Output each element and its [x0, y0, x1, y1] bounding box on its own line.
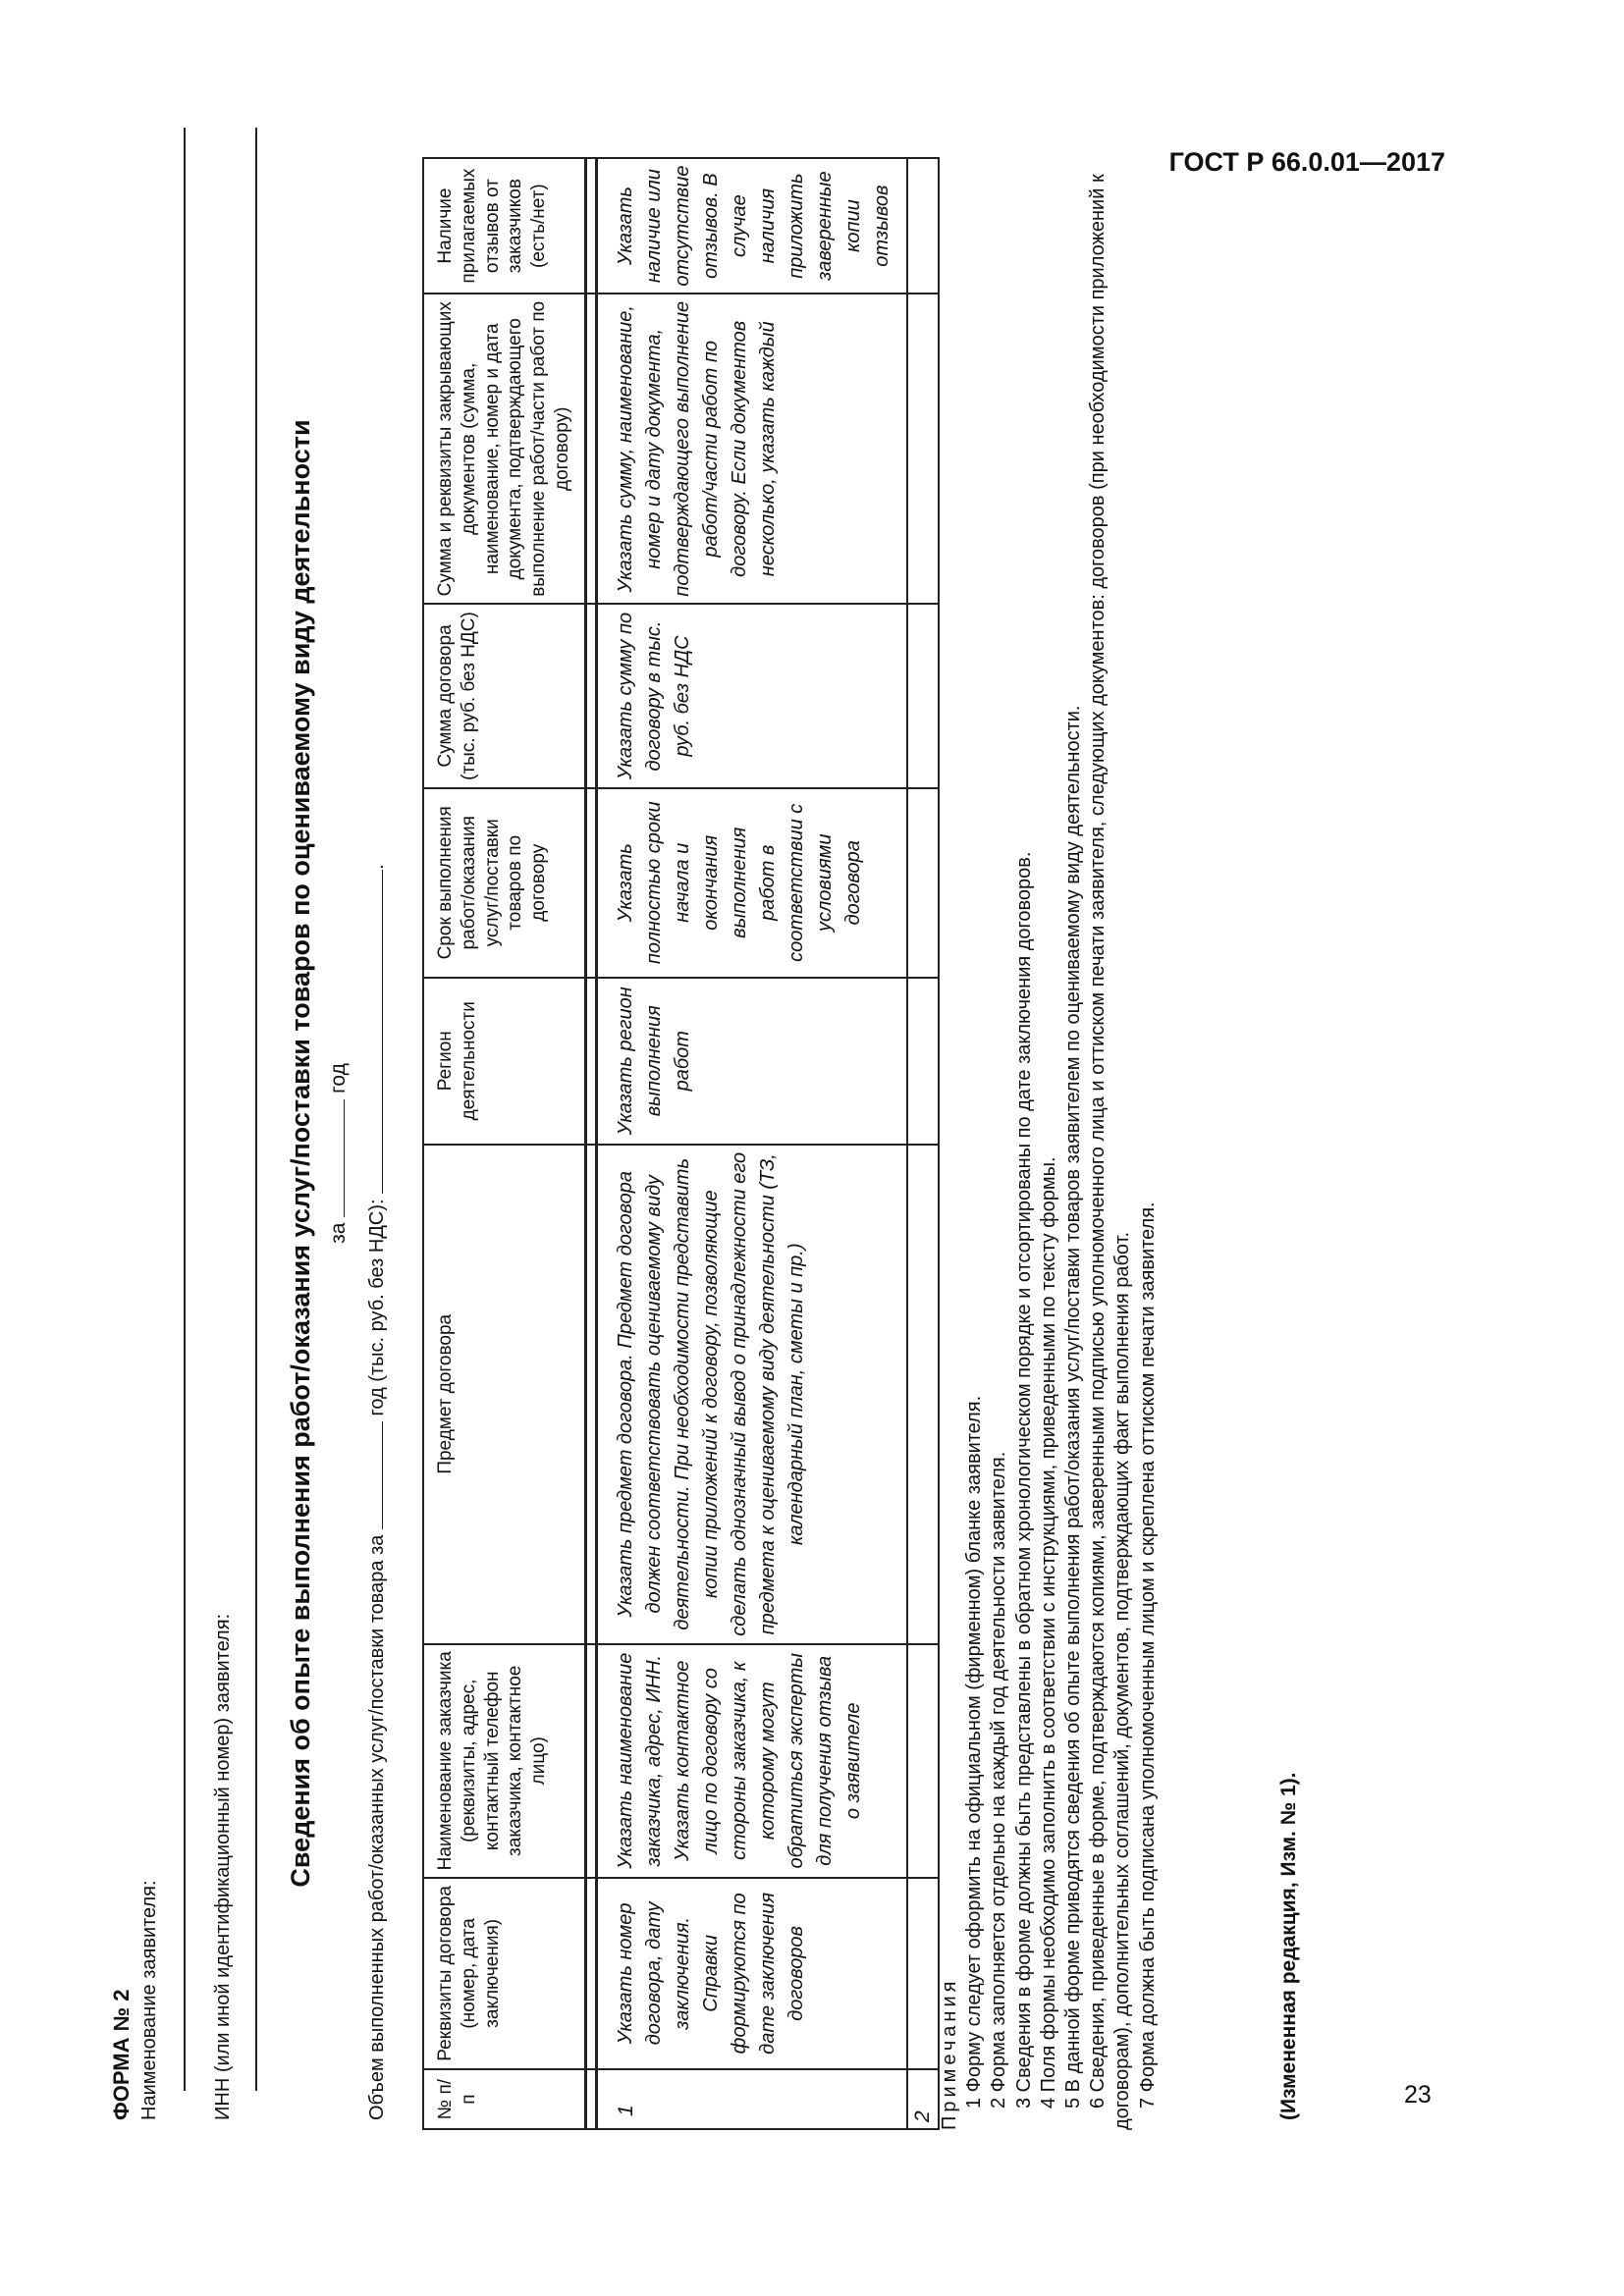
- col-header-term: Срок выполнения работ/оказания услуг/поставки товаров по договору: [423, 788, 585, 978]
- col-header-number: № п/п: [423, 2069, 585, 2129]
- table-cell[interactable]: [907, 1644, 939, 1878]
- table-cell[interactable]: [907, 604, 939, 787]
- year-field[interactable]: [344, 1099, 345, 1217]
- table-cell[interactable]: Указать наименование заказчика, адрес, ИНН. Указать контактное лицо по договору со стороны заказчика, к которому могут обратиться эксперты для получения отзыва о заявителе: [596, 1644, 907, 1878]
- inn-label: ИНН (или иной идентификационный номер) заявителя:: [212, 1613, 234, 2120]
- applicant-name-field[interactable]: [184, 128, 186, 2091]
- table-header-row: [423, 158, 585, 2129]
- form-heading: Сведения об опыте выполнения работ/оказания услуг/поставки товаров по оцениваемому виду деятельности: [286, 419, 315, 1888]
- note-item: 6 Сведения, приведенные в форме, подтверждаются копиями, заверенными подписью уполномоченного лица и оттиском печати заявителя, следующих документов: договоров (при необходимости приложений к договорам), дополнительных соглашений, документов, подтверждающих факт выполнения работ.: [1087, 174, 1134, 2130]
- note-item: 2 Форма заполняется отдельно на каждый год деятельности заявителя.: [988, 1451, 1010, 2109]
- table-row: [596, 158, 907, 2129]
- table-cell[interactable]: Указать полностью сроки начала и окончания выполнения работ в соответствии с условиями договора: [596, 788, 907, 978]
- notes-section: [938, 157, 1161, 2130]
- table-cell[interactable]: Указать предмет договора. Предмет договора должен соответствовать оцениваемому виду деятельности. При необходимости представить копии приложений к договору, позволяющие сделать однозначный вывод о принадлежности его предмета к оцениваемому виду деятельности (ТЗ, календарный план, сметы и пр.): [596, 1145, 907, 1644]
- table-cell[interactable]: Указать наличие или отсутствие отзывов. В случае наличия приложить заверенные копии отзывов: [596, 158, 907, 294]
- applicant-name-label: Наименование заявителя:: [138, 1880, 160, 2120]
- year-line: [326, 245, 352, 2061]
- inn-field[interactable]: [255, 128, 257, 2091]
- table-cell[interactable]: Указать регион выполнения работ: [596, 978, 907, 1145]
- standard-code: ГОСТ Р 66.0.01—2017: [1168, 147, 1445, 177]
- col-header-closing-docs: Сумма и реквизиты закрывающих документов (сумма, наименование, номер и дата документа, подтверждающего выполнение работ/части работ по договору): [423, 294, 585, 604]
- volume-line: [365, 864, 390, 2120]
- table-cell[interactable]: [907, 1145, 939, 1644]
- table-cell[interactable]: [907, 978, 939, 1145]
- separator-cell: [585, 978, 596, 1145]
- experience-table: [422, 157, 940, 2130]
- note-item: 1 Форму следует оформить на официальном (фирменном) бланке заявителя.: [963, 1395, 986, 2109]
- page-number: 23: [1404, 2081, 1432, 2109]
- separator-cell: [585, 1644, 596, 1878]
- notes-heading: Примечания: [939, 1977, 960, 2130]
- table-cell[interactable]: Указать номер договора, дату заключения. Справки формируются по дате заключения договоров: [596, 1878, 907, 2070]
- row-number: 1: [596, 2069, 907, 2129]
- amendment-note: (Измененная редакция, Изм. № 1).: [1277, 1772, 1300, 2120]
- year-prefix: за: [327, 1222, 350, 1244]
- header-separator-row: [585, 158, 596, 2129]
- form-title: ФОРМА № 2: [109, 1989, 134, 2120]
- separator-cell: [585, 158, 596, 294]
- volume-year-field[interactable]: [382, 1421, 383, 1529]
- separator-cell: [585, 294, 596, 604]
- col-header-customer: Наименование заказчика (реквизиты, адрес, контактный телефон заказчика, контактное лицо): [423, 1644, 585, 1878]
- col-header-amount: Сумма договора (тыс. руб. без НДС): [423, 604, 585, 787]
- note-item: 7 Форма должна быть подписана уполномоченным лицом и скреплена оттиском печати заявителя.: [1136, 1201, 1159, 2109]
- row-number: 2: [907, 2069, 939, 2129]
- col-header-subject: Предмет договора: [423, 1145, 585, 1644]
- table-cell[interactable]: Указать сумму, наименование, номер и дату документа, подтверждающего выполнение работ/части работ по договору. Если документов несколько, указать каждый: [596, 294, 907, 604]
- col-header-region: Регион деятельности: [423, 978, 585, 1145]
- volume-end: .: [366, 864, 388, 870]
- table-cell[interactable]: Указать сумму по договору в тыс. руб. без НДС: [596, 604, 907, 787]
- note-item: 5 В данной форме приводятся сведения об опыте выполнения работ/оказания услуг/поставки товаров заявителем по оцениваемому виду деятельности.: [1061, 705, 1084, 2109]
- separator-cell: [585, 604, 596, 787]
- separator-cell: [585, 1878, 596, 2070]
- volume-suffix: год (тыс. руб. без НДС):: [366, 1199, 388, 1416]
- form-content: [108, 147, 1306, 2169]
- separator-cell: [585, 788, 596, 978]
- volume-amount-field[interactable]: [382, 870, 383, 1194]
- table-cell[interactable]: [907, 788, 939, 978]
- col-header-contract-details: Реквизиты договора (номер, дата заключения): [423, 1878, 585, 2070]
- table-cell[interactable]: [907, 158, 939, 294]
- note-item: 3 Сведения в форме должны быть представлены в обратном хронологическом порядке и отсортированы по дате заключения договоров.: [1012, 851, 1035, 2109]
- note-item: 4 Поля формы необходимо заполнить в соответствии с инструкциями, приведенными по тексту формы.: [1037, 1156, 1059, 2109]
- table-cell[interactable]: [907, 294, 939, 604]
- year-suffix: год: [327, 1063, 350, 1094]
- col-header-reviews: Наличие прилагаемых отзывов от заказчиков (есть/нет): [423, 158, 585, 294]
- table-row: [907, 158, 939, 2129]
- table-cell[interactable]: [907, 1878, 939, 2070]
- separator-cell: [585, 1145, 596, 1644]
- separator-cell: [585, 2069, 596, 2129]
- volume-label: Объем выполненных работ/оказанных услуг/поставки товара за: [366, 1534, 388, 2120]
